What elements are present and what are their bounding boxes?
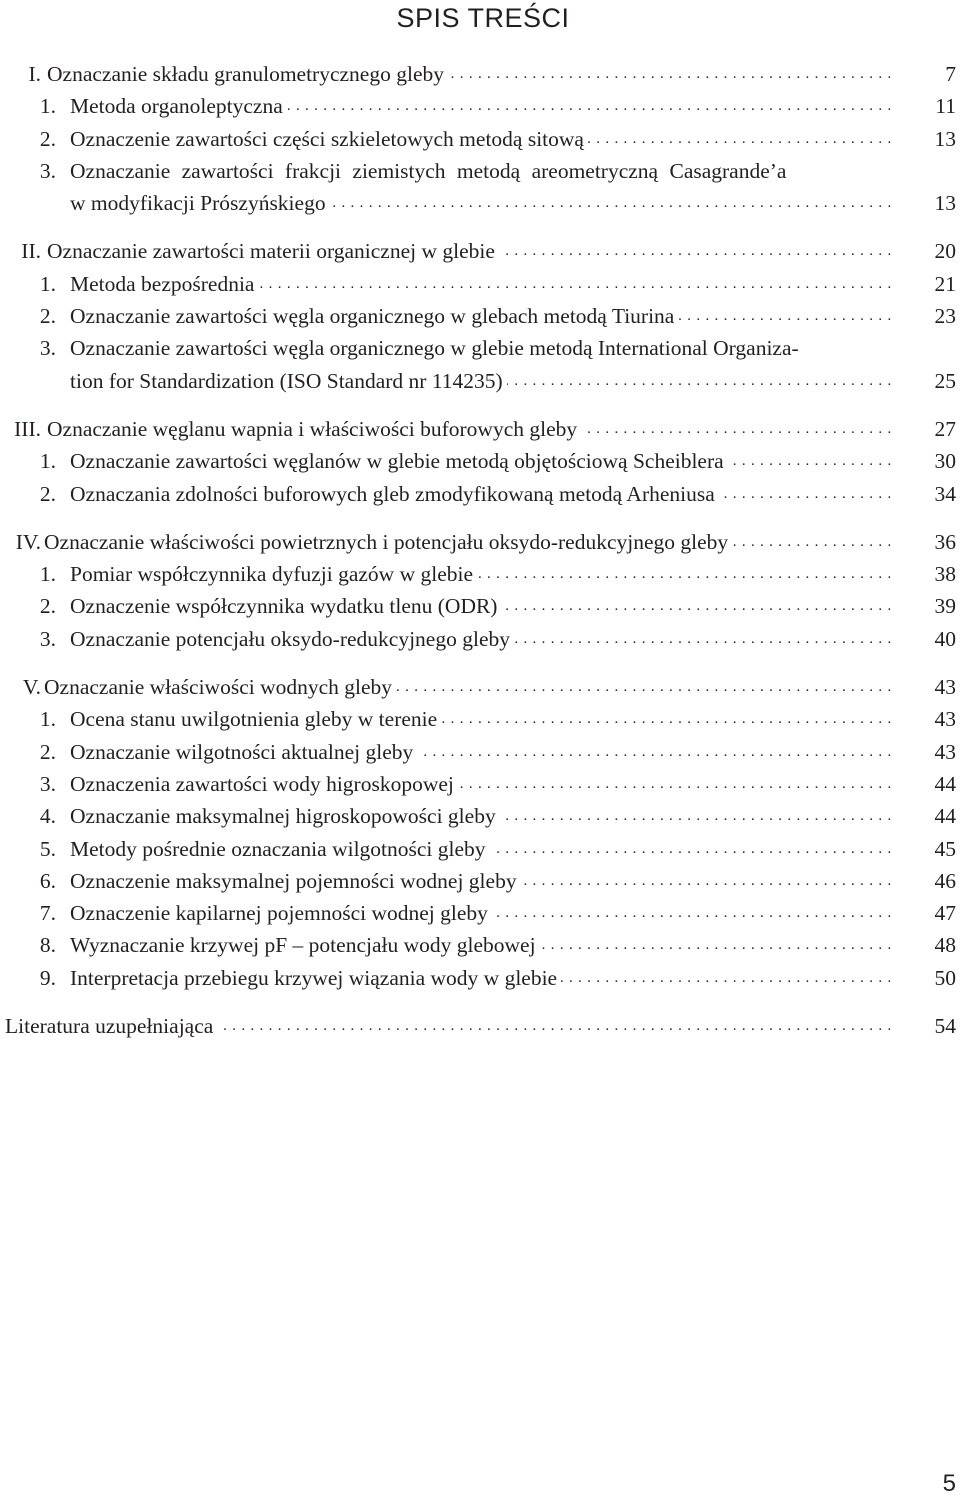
toc-title: Oznaczanie wilgotności aktualnej gleby . . . xyxy=(70,736,892,768)
toc-item-5-7[interactable] xyxy=(0,897,960,929)
toc-page: 34 xyxy=(934,481,956,506)
toc-number: I. xyxy=(28,62,41,86)
toc-page: 47 xyxy=(934,901,956,926)
toc-page: 45 xyxy=(934,836,956,861)
toc-number: 7. xyxy=(39,901,56,926)
page-number: 5 xyxy=(942,1470,956,1497)
toc-page: 27 xyxy=(934,416,956,441)
toc-item-4-3[interactable] xyxy=(0,623,960,655)
toc-item-4-2[interactable] xyxy=(0,590,960,622)
toc-page: 20 xyxy=(934,239,956,264)
toc-title: Oznaczanie maksymalnej higroskopowości gleby . . . xyxy=(70,800,892,832)
toc-item-5-4[interactable] xyxy=(0,800,960,832)
toc-item-2-1[interactable] xyxy=(0,268,960,300)
toc-number: 2. xyxy=(39,126,56,151)
toc-title: Oznaczanie zawartości węglanów w glebie metodą objętościową Scheiblera . . . xyxy=(70,445,892,477)
toc-number: 1. xyxy=(39,707,56,732)
toc-title: w modyfikacji Prószyńskiego . . . xyxy=(70,187,892,219)
toc-page: 21 xyxy=(934,271,956,296)
toc-item-4-1[interactable] xyxy=(0,558,960,590)
toc-page: 13 xyxy=(934,126,956,151)
toc-title: Oznaczania zdolności buforowych gleb zmodyfikowaną metodą Arheniusa . . . xyxy=(70,478,892,510)
toc-literature[interactable] xyxy=(0,1010,960,1042)
toc-number: 2. xyxy=(39,481,56,506)
toc-title: Oznaczenia zawartości wody higroskopowej . . . xyxy=(70,768,892,800)
table-of-contents xyxy=(0,58,960,1042)
toc-title: Oznaczanie potencjału oksydo-redukcyjnego gleby . . . xyxy=(70,623,892,655)
toc-number: 3. xyxy=(39,771,56,796)
toc-number: 6. xyxy=(39,868,56,893)
toc-item-1-3[interactable] xyxy=(0,155,960,187)
toc-number: V. xyxy=(22,675,41,700)
toc-page: 38 xyxy=(934,562,956,587)
toc-section-4[interactable] xyxy=(0,526,960,558)
toc-item-3-1[interactable] xyxy=(0,445,960,477)
toc-page: 23 xyxy=(934,304,956,329)
toc-number: 3. xyxy=(39,626,56,651)
toc-title: Oznaczanie składu granulometrycznego gleby . . . xyxy=(47,58,892,90)
toc-section-5[interactable] xyxy=(0,671,960,703)
toc-number: 5. xyxy=(39,836,56,861)
toc-number: 2. xyxy=(39,594,56,619)
toc-title: Oznaczenie współczynnika wydatku tlenu (ODR) . . . xyxy=(70,590,892,622)
toc-title: Oznaczanie zawartości frakcji ziemistych metodą areometryczną Casagrande’a xyxy=(70,155,892,187)
toc-title: Oznaczanie właściwości powietrznych i potencjału oksydo-redukcyjnego gleby . . . xyxy=(44,526,892,558)
toc-title: Oznaczanie zawartości węgla organicznego w glebach metodą Tiurina . . . xyxy=(70,300,892,332)
toc-page: 11 xyxy=(935,94,956,119)
toc-item-2-3[interactable] xyxy=(0,332,960,364)
toc-item-5-9[interactable] xyxy=(0,962,960,994)
toc-page: 25 xyxy=(934,368,956,393)
toc-page: 43 xyxy=(934,739,956,764)
toc-number: 8. xyxy=(39,933,56,958)
toc-section-2[interactable] xyxy=(0,235,960,267)
toc-item-5-3[interactable] xyxy=(0,768,960,800)
toc-item-1-1[interactable] xyxy=(0,90,960,122)
toc-title: Oznaczenie zawartości części szkieletowych metodą sitową . . . xyxy=(70,123,892,155)
toc-title: Oznaczanie węglanu wapnia i właściwości buforowych gleby . . . xyxy=(47,413,892,445)
toc-item-3-2[interactable] xyxy=(0,478,960,510)
toc-title: Oznaczanie właściwości wodnych gleby . . . xyxy=(44,671,892,703)
page-title: SPIS TREŚCI xyxy=(396,3,570,33)
toc-title: Oznaczenie kapilarnej pojemności wodnej gleby . . . xyxy=(70,897,892,929)
toc-item-5-1[interactable] xyxy=(0,703,960,735)
toc-page: 39 xyxy=(934,594,956,619)
toc-title: Oznaczanie zawartości materii organicznej w glebie . . . xyxy=(47,235,892,267)
toc-number: 1. xyxy=(39,562,56,587)
toc-title: Oznaczenie maksymalnej pojemności wodnej gleby . . . xyxy=(70,865,892,897)
toc-title: tion for Standardization (ISO Standard nr 114235) . . . xyxy=(70,365,892,397)
toc-title: Wyznaczanie krzywej pF – potencjału wody glebowej . . . xyxy=(70,929,892,961)
toc-item-2-2[interactable] xyxy=(0,300,960,332)
toc-title: Literatura uzupełniająca . . . xyxy=(5,1010,892,1042)
toc-page: 43 xyxy=(934,675,956,700)
toc-title: Metoda organoleptyczna . . . xyxy=(70,90,892,122)
toc-number: 1. xyxy=(39,94,56,119)
toc-page: 13 xyxy=(934,191,956,216)
toc-page: 30 xyxy=(934,449,956,474)
toc-title: Pomiar współczynnika dyfuzji gazów w glebie . . . xyxy=(70,558,892,590)
toc-page: 48 xyxy=(934,933,956,958)
toc-item-2-3-continued[interactable] xyxy=(0,365,960,397)
toc-item-5-6[interactable] xyxy=(0,865,960,897)
toc-number: 2. xyxy=(39,739,56,764)
toc-page: 50 xyxy=(934,965,956,990)
toc-page: 7 xyxy=(945,62,956,86)
toc-item-1-2[interactable] xyxy=(0,123,960,155)
toc-title: Metoda bezpośrednia . . . xyxy=(70,268,892,300)
toc-title: Oznaczanie zawartości węgla organicznego w glebie metodą International Organiza- xyxy=(70,332,892,364)
toc-page: 46 xyxy=(934,868,956,893)
toc-page: 44 xyxy=(934,771,956,796)
toc-section-1[interactable] xyxy=(0,58,960,90)
toc-number: IV. xyxy=(15,529,41,554)
toc-number: III. xyxy=(14,416,41,441)
toc-number: 2. xyxy=(39,304,56,329)
toc-page: 36 xyxy=(934,529,956,554)
toc-title: Metody pośrednie oznaczania wilgotności gleby . . . xyxy=(70,833,892,865)
toc-number: 1. xyxy=(39,271,56,296)
toc-page: 40 xyxy=(934,626,956,651)
toc-page: 44 xyxy=(934,804,956,829)
toc-number: 9. xyxy=(39,965,56,990)
toc-item-5-2[interactable] xyxy=(0,736,960,768)
toc-page: 43 xyxy=(934,707,956,732)
toc-number: II. xyxy=(21,239,41,264)
toc-item-1-3-continued[interactable] xyxy=(0,187,960,219)
toc-number: 4. xyxy=(39,804,56,829)
toc-title: Ocena stanu uwilgotnienia gleby w terenie . . . xyxy=(70,703,892,735)
toc-section-3[interactable] xyxy=(0,413,960,445)
toc-title: Interpretacja przebiegu krzywej wiązania wody w glebie . . . xyxy=(70,962,892,994)
toc-number: 1. xyxy=(39,449,56,474)
toc-item-5-5[interactable] xyxy=(0,833,960,865)
toc-item-5-8[interactable] xyxy=(0,929,960,961)
toc-number: 3. xyxy=(39,336,56,361)
toc-number: 3. xyxy=(39,158,56,183)
toc-page: 54 xyxy=(934,1014,956,1039)
